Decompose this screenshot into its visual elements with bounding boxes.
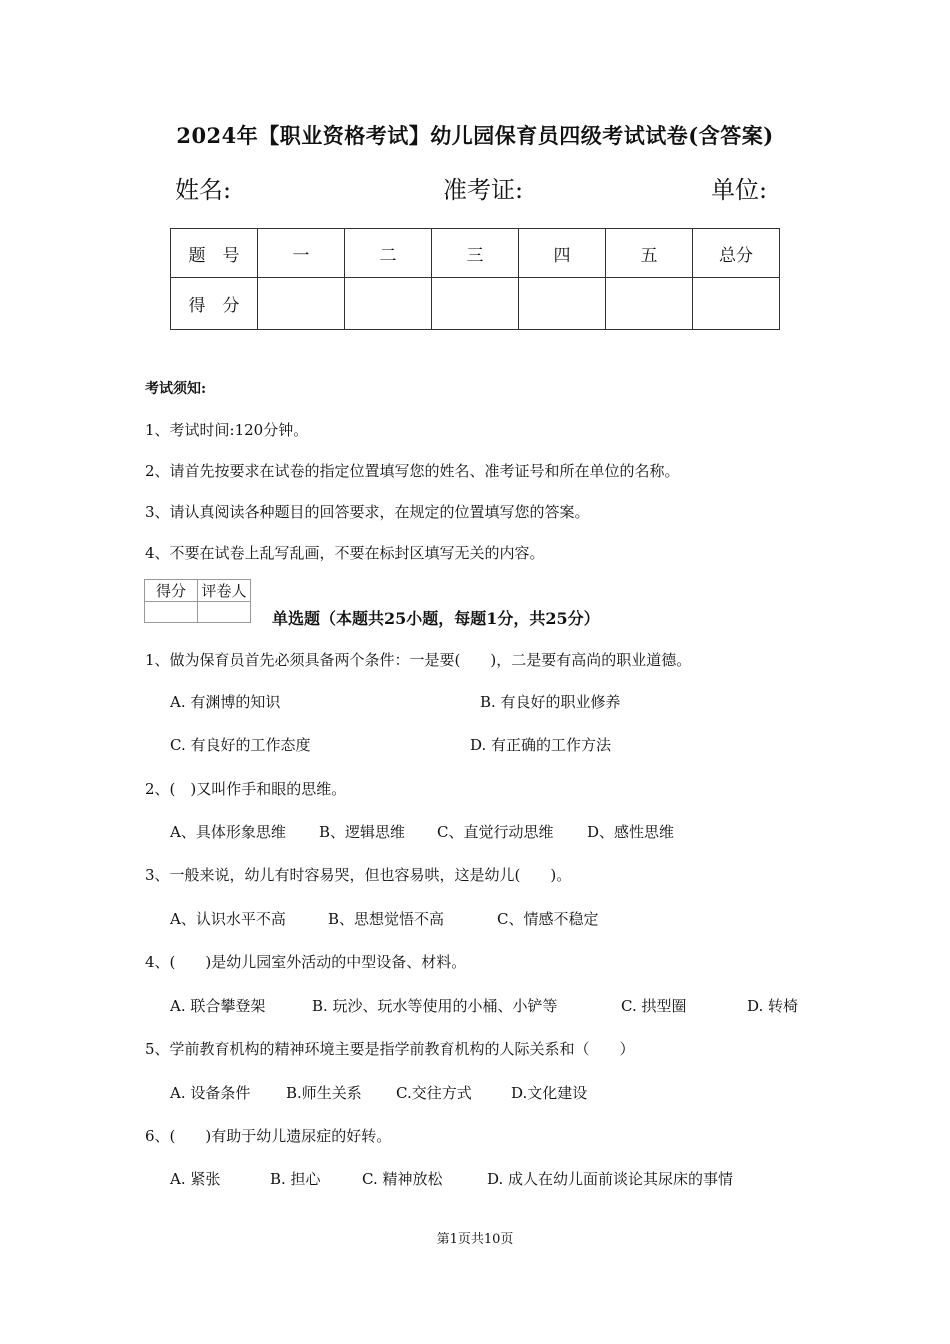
notice-item: 3、请认真阅读各种题目的回答要求，在规定的位置填写您的答案。 [145,503,590,521]
question-option: B、思想觉悟不高 [328,910,445,928]
score-table-header-row [171,229,780,278]
question-option: D.文化建设 [511,1084,588,1102]
unit-field-label: 单位: [711,176,768,204]
question-option: A. 有渊博的知识 [170,693,281,711]
section-title: 单选题（本题共25小题，每题1分，共25分） [272,609,600,628]
question-option: C. 有良好的工作态度 [170,736,311,754]
name-field-label: 姓名: [175,176,232,204]
score-table-header-cell: 总分 [693,229,780,278]
question-option: B.师生关系 [286,1084,362,1102]
question-option: D. 有正确的工作方法 [470,736,612,754]
score-cell[interactable] [432,278,519,330]
question-option: B. 担心 [270,1170,321,1188]
score-table-score-row [171,278,780,330]
question-option: C、直觉行动思维 [437,823,554,841]
score-table-header-cell: 一 [258,229,345,278]
score-table-row-label: 得 分 [171,278,258,330]
question-stem: 2、( )又叫作手和眼的思维。 [145,780,347,798]
score-table-header-cell: 四 [519,229,606,278]
question-option: B. 有良好的职业修养 [480,693,621,711]
score-table-header-cell: 五 [606,229,693,278]
score-cell[interactable] [693,278,780,330]
question-option: C、情感不稳定 [497,910,599,928]
score-table-header-cell: 二 [345,229,432,278]
question-option: A. 联合攀登架 [170,997,266,1015]
question-stem: 3、一般来说，幼儿有时容易哭，但也容易哄，这是幼儿( )。 [145,866,572,884]
question-option: C. 精神放松 [362,1170,443,1188]
score-cell[interactable] [519,278,606,330]
score-cell[interactable] [258,278,345,330]
score-table [170,228,780,330]
question-option: A. 紧张 [170,1170,221,1188]
notice-item: 2、请首先按要求在试卷的指定位置填写您的姓名、准考证号和所在单位的名称。 [145,462,680,480]
page-title: 2024年【职业资格考试】幼儿园保育员四级考试试卷(含答案) [176,123,774,148]
question-option: B. 玩沙、玩水等使用的小桶、小铲等 [312,997,558,1015]
score-table-header-cell: 三 [432,229,519,278]
question-option: A. 设备条件 [170,1084,251,1102]
question-option: A、认识水平不高 [170,910,286,928]
notice-title: 考试须知: [145,381,207,397]
score-cell[interactable] [345,278,432,330]
question-option: C. 拱型圈 [621,997,687,1015]
grader-score-label: 得分 [145,580,198,602]
question-option: D、感性思维 [587,823,675,841]
score-cell[interactable] [606,278,693,330]
exam-id-field-label: 准考证: [443,176,524,204]
question-stem: 1、做为保育员首先必须具备两个条件：一是要( )，二是要有高尚的职业道德。 [145,651,692,669]
grader-box [144,579,251,623]
grader-score-cell[interactable] [145,602,198,623]
question-option: D. 转椅 [747,997,799,1015]
question-stem: 5、学前教育机构的精神环境主要是指学前教育机构的人际关系和（ ） [145,1040,635,1058]
page-footer: 第1页共10页 [436,1232,514,1247]
question-option: C.交往方式 [396,1084,472,1102]
question-stem: 6、( )有助于幼儿遗尿症的好转。 [145,1127,392,1145]
score-table-header-cell: 题 号 [171,229,258,278]
question-option: D. 成人在幼儿面前谈论其尿床的事情 [487,1170,734,1188]
notice-item: 1、考试时间:120分钟。 [145,421,309,439]
question-option: B、逻辑思维 [319,823,406,841]
grader-name-label: 评卷人 [198,580,251,602]
grader-name-cell[interactable] [198,602,251,623]
question-stem: 4、( )是幼儿园室外活动的中型设备、材料。 [145,953,467,971]
question-option: A、具体形象思维 [170,823,286,841]
notice-item: 4、不要在试卷上乱写乱画，不要在标封区填写无关的内容。 [145,544,545,562]
